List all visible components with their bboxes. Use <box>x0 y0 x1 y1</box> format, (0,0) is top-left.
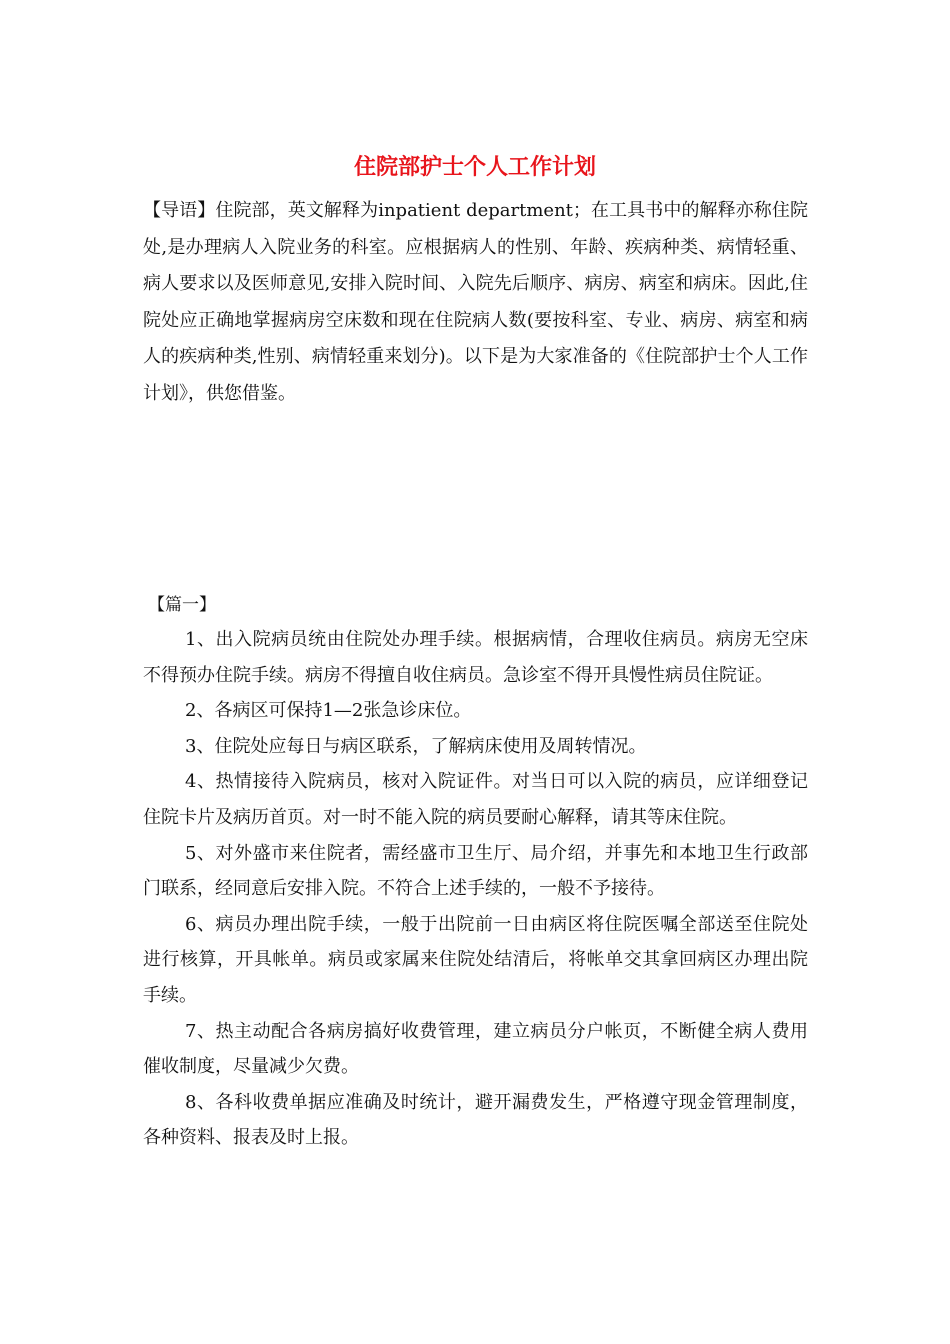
list-item: 5、对外盛市来住院者，需经盛市卫生厅、局介绍，并事先和本地卫生行政部门联系，经同意后安排入院。不符合上述手续的，一般不予接待。 <box>143 842 808 900</box>
document-title: 住院部护士个人工作计划 <box>353 154 596 180</box>
list-item: 4、热情接待入院病员，核对入院证件。对当日可以入院的病员，应详细登记住院卡片及病历首页。对一时不能入院的病员要耐心解释，请其等床住院。 <box>143 771 808 828</box>
list-item: 8、各科收费单据应准确及时统计，避开漏费发生，严格遵守现金管理制度，各种资料、报表及时上报。 <box>143 1091 808 1149</box>
intro-paragraph: 【导语】住院部，英文解释为inpatient department；在工具书中的解释亦称住院处,是办理病人入院业务的科室。应根据病人的性别、年龄、疾病种类、病情轻重、病人要求以及医师意见,安排入院时间、入院先后顺序、病房、病室和病床。因此,住院处应正确地掌握病房空床数和现在住院病人数(要按科室、专业、病房、病室和病人的疾病种类,性别、病情轻重来划分)。以下是为大家准备的《住院部护士个人工作计划》，供您借鉴。 <box>143 200 808 404</box>
list-item: 3、住院处应每日与病区联系，了解病床使用及周转情况。 <box>185 735 647 757</box>
list-item: 7、热主动配合各病房搞好收费管理，建立病员分户帐页，不断健全病人费用催收制度，尽量减少欠费。 <box>143 1020 808 1078</box>
list-item: 6、病员办理出院手续，一般于出院前一日由病区将住院医嘱全部送至住院处进行核算，开具帐单。病员或家属来住院处结清后，将帐单交其拿回病区办理出院手续。 <box>143 913 808 1006</box>
list-item: 1、出入院病员统由住院处办理手续。根据病情，合理收住病员。病房无空床不得预办住院手续。病房不得擅自收住病员。急诊室不得开具慢性病员住院证。 <box>143 629 808 686</box>
list-item: 2、各病区可保持1—2张急诊床位。 <box>185 700 472 722</box>
section-body <box>143 622 808 1156</box>
section-heading: 【篇一】 <box>148 595 216 615</box>
